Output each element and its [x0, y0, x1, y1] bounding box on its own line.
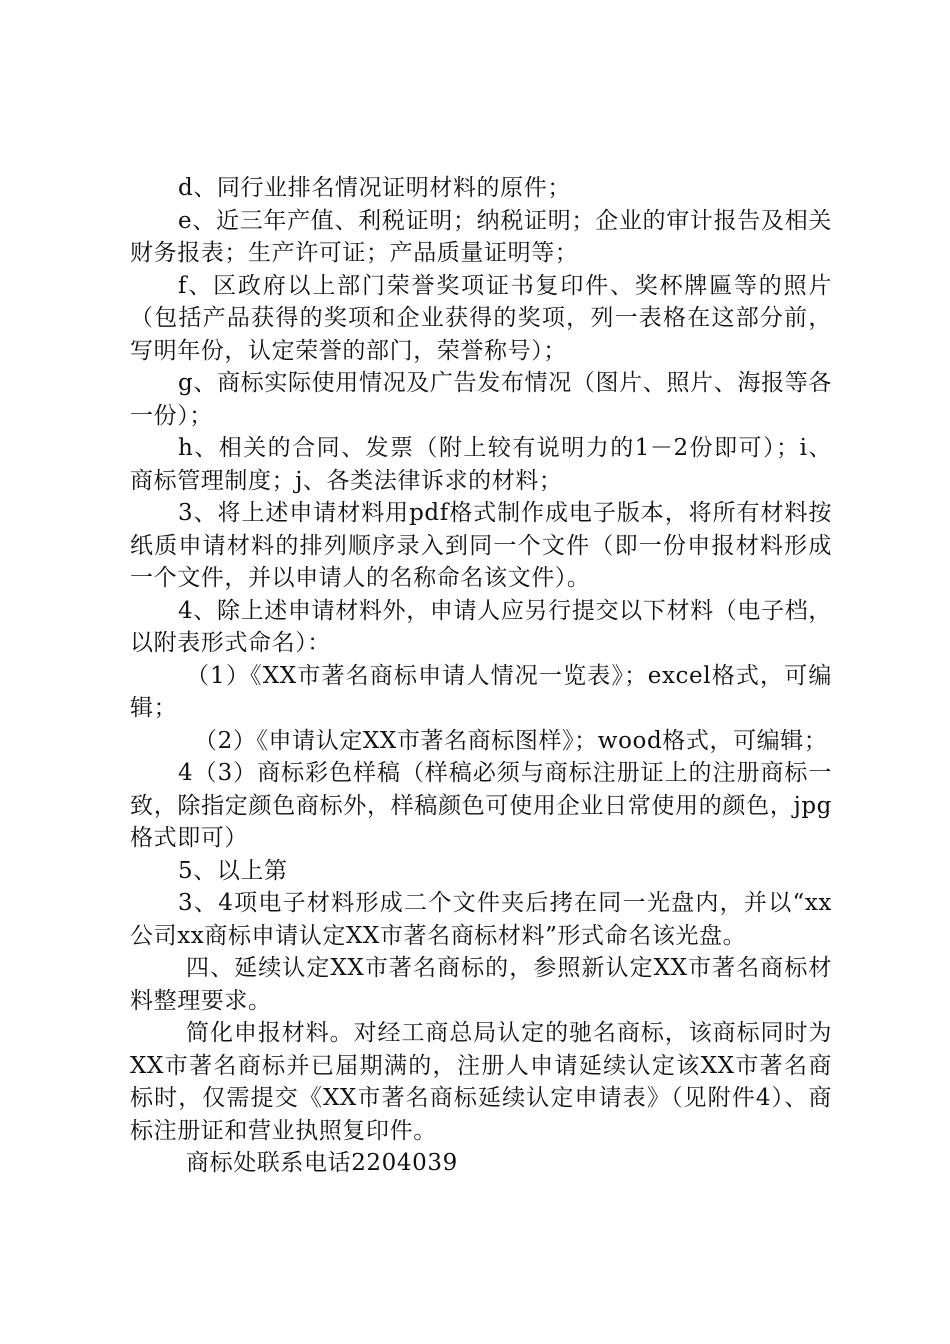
paragraph-4: 4、除上述申请材料外，申请人应另行提交以下材料（电子档，以附表形式命名）：	[130, 597, 832, 656]
paragraph-5-cont: 3、4项电子材料形成二个文件夹后拷在同一光盘内，并以“xx公司xx商标申请认定XX市著名商标材料”形式命名该光盘。	[130, 890, 832, 949]
paragraph-f: f、区政府以上部门荣誉奖项证书复印件、奖杯牌匾等的照片（包括产品获得的奖项和企业获得的奖项，列一表格在这部分前，写明年份，认定荣誉的部门，荣誉称号）；	[130, 272, 832, 364]
paragraph-4-3: 4（3）商标彩色样稿（样稿必须与商标注册证上的注册商标一致，除指定颜色商标外，样稿颜色可使用企业日常使用的颜色，jpg格式即可）	[130, 760, 832, 851]
paragraph-4-1: （1）《XX市著名商标申请人情况一览表》；excel格式，可编辑；	[130, 662, 832, 721]
document-body	[130, 172, 832, 1180]
paragraph-simplify: 简化申报材料。对经工商总局认定的驰名商标，该商标同时为XX市著名商标并已届期满的，注册人申请延续认定该XX市著名商标时，仅需提交《XX市著名商标延续认定申请表》（见附件4）、商标注册证和营业执照复印件。	[130, 1020, 832, 1144]
paragraph-d: d、同行业排名情况证明材料的原件；	[178, 175, 571, 201]
paragraph-4-2: （2）《申请认定XX市著名商标图样》；wood格式，可编辑；	[194, 727, 828, 754]
paragraph-section-4: 四、延续认定XX市著名商标的，参照新认定XX市著名商标材料整理要求。	[130, 955, 832, 1014]
paragraph-e: e、近三年产值、利税证明；纳税证明；企业的审计报告及相关财务报表；生产许可证；产品质量证明等；	[130, 207, 832, 266]
paragraph-g: g、商标实际使用情况及广告发布情况（图片、照片、海报等各一份）；	[130, 370, 832, 429]
paragraph-h-i-j: h、相关的合同、发票（附上较有说明力的1－2份即可）；i、商标管理制度；j、各类法律诉求的材料；	[130, 435, 832, 494]
paragraph-3: 3、将上述申请材料用pdf格式制作成电子版本，将所有材料按纸质申请材料的排列顺序录入到同一个文件（即一份申报材料形成一个文件，并以申请人的名称命名该文件）。	[130, 500, 832, 591]
paragraph-5: 5、以上第	[178, 857, 288, 884]
paragraph-contact: 商标处联系电话2204039	[186, 1150, 458, 1176]
